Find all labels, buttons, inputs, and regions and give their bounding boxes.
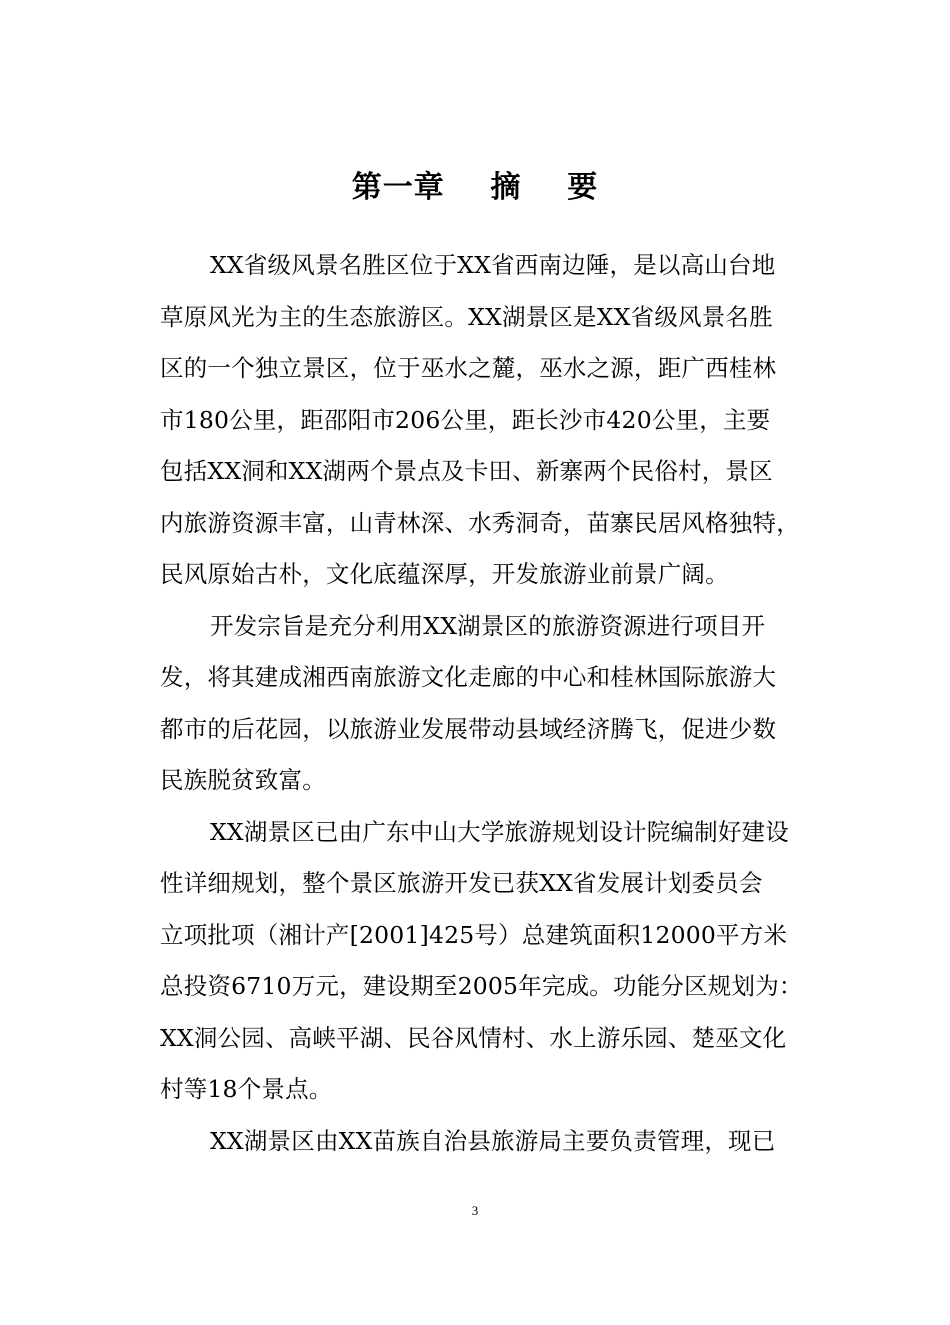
chapter-title-text: 第一章 摘 要 [351, 170, 599, 205]
text-line: 包括XX洞和XX湖两个景点及卡田、新寨两个民俗村，景区 [160, 457, 773, 485]
text-line: 性详细规划，整个景区旅游开发已获XX省发展计划委员会 [160, 869, 763, 897]
text-line: XX湖景区已由广东中山大学旅游规划设计院编制好建设 [210, 817, 789, 846]
text-line: XX湖景区由XX苗族自治县旅游局主要负责管理，现已 [210, 1126, 776, 1155]
text-line: 草原风光为主的生态旅游区。XX湖景区是XX省级风景名胜 [160, 302, 773, 331]
body-text [160, 240, 840, 1167]
text-line: 民风原始古朴，文化底蕴深厚，开发旅游业前景广阔。 [160, 560, 729, 588]
text-line: 立项批项（湘计产[2001]425号）总建筑面积12000平方米 [160, 920, 788, 949]
text-line: 区的一个独立景区，位于巫水之麓，巫水之源，距广西桂林 [160, 354, 777, 382]
page-number: 3 [471, 1203, 479, 1218]
text-line: 民族脱贫致富。 [160, 766, 326, 794]
text-line: XX省级风景名胜区位于XX省西南边陲，是以高山台地 [210, 251, 776, 279]
text-line: 市180公里，距邵阳市206公里，距长沙市420公里，主要 [160, 405, 771, 434]
text-line: 总投资6710万元，建设期至2005年完成。功能分区规划为： [160, 972, 803, 1000]
text-line: 发，将其建成湘西南旅游文化走廊的中心和桂林国际旅游大 [160, 663, 777, 691]
text-line: 村等18个景点。 [160, 1075, 333, 1103]
text-line: 开发宗旨是充分利用XX湖景区的旅游资源进行项目开 [210, 611, 766, 640]
chapter-title [0, 166, 950, 210]
text-line: XX洞公园、高峡平湖、民谷风情村、水上游乐园、楚巫文化 [160, 1023, 787, 1052]
text-line: 内旅游资源丰富，山青林深、水秀洞奇，苗寨民居风格独特， [160, 508, 800, 537]
text-line: 都市的后花园，以旅游业发展带动县域经济腾飞，促进少数 [160, 714, 777, 743]
